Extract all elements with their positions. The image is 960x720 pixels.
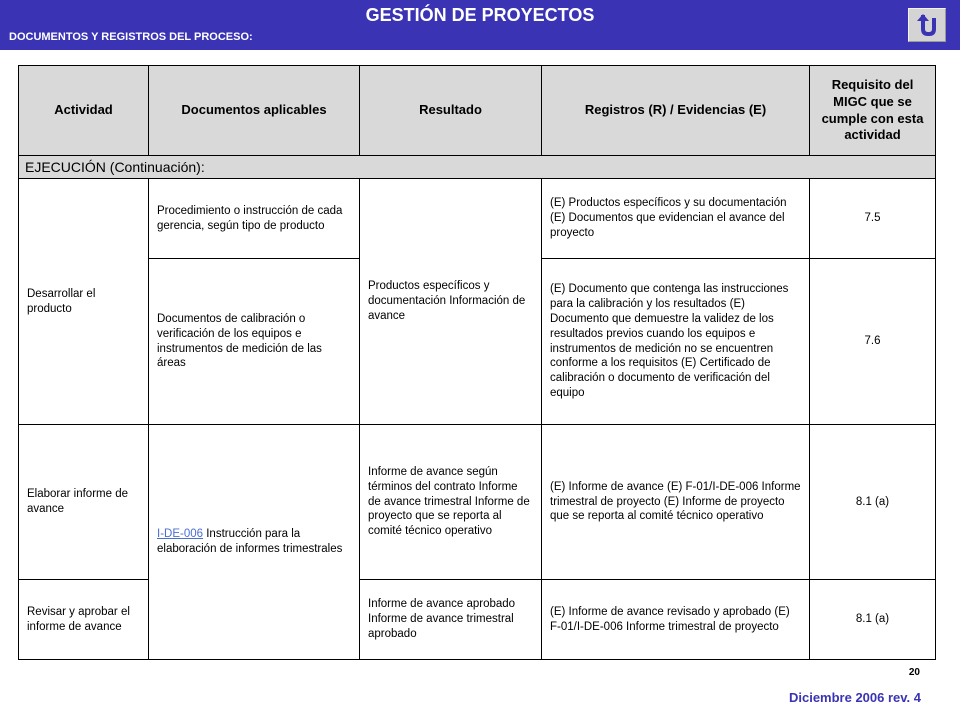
col-header-registros-line2: Evidencias (E) (677, 102, 767, 118)
resultado-trimestral-aprobado: Informe de avance trimestral aprobado (368, 613, 514, 640)
registros-desarrollar-1 (542, 179, 810, 259)
registro-productos: (E) Productos específicos y su documentación (550, 197, 787, 210)
resultado-informe-trimestral: Informe de avance trimestral (368, 480, 518, 508)
doc-procedimiento: Procedimiento o instrucción de cada gerencia, según tipo de producto (149, 179, 360, 259)
page-title: GESTIÓN DE PROYECTOS (365, 5, 595, 25)
registro-certificado: (E) Certificado de calibración o documento de verificación del equipo (550, 357, 771, 400)
page-subtitle: DOCUMENTOS Y REGISTROS DEL PROCESO: (9, 31, 253, 43)
requisito-8-1-a-elaborar: 8.1 (a) (810, 425, 936, 580)
col-header-actividad: Actividad (19, 66, 149, 156)
section-title: EJECUCIÓN (Continuación): (19, 156, 936, 179)
header-bar (0, 0, 960, 50)
doc-instruccion-text: Instrucción para la elaboración de informes trimestrales (157, 528, 343, 555)
resultado-revisar (360, 580, 542, 660)
registros-desarrollar-2 (542, 259, 810, 425)
doc-instruccion-informes (149, 425, 360, 660)
actividad-elaborar: Elaborar informe de avance (19, 425, 149, 580)
return-arrow-icon (914, 12, 940, 38)
resultado-elaborar (360, 425, 542, 580)
registro-informe-comite: (E) Informe de proyecto que se reporta al comité técnico operativo (550, 495, 785, 523)
doc-calibracion: Documentos de calibración o verificación de los equipos e instrumentos de medición de las áreas (149, 259, 360, 425)
registros-revisar (542, 580, 810, 660)
registro-validez: (E) Documento que demuestre la validez de los resultados previos cuando los equipos e instrumentos de medición no se encuentren conforme a los requisitos (550, 297, 774, 370)
resultado-informe-aprobado: Informe de avance aprobado (368, 598, 516, 611)
resultado-desarrollar (360, 179, 542, 425)
registro-f01-trimestral: (E) F-01/I-DE-006 Informe trimestral de proyecto (550, 480, 801, 508)
section-row (19, 156, 936, 179)
table-row (19, 179, 936, 259)
col-header-requisito: Requisito del MIGC que se cumple con esta actividad (810, 66, 936, 156)
table-header-row (19, 66, 936, 156)
registro-informe-avance: (E) Informe de avance (550, 480, 664, 493)
requisito-7-5: 7.5 (810, 179, 936, 259)
resultado-productos: Productos específicos y documentación (368, 280, 490, 308)
resultado-informe-comite: Informe de proyecto que se reporta al comité técnico operativo (368, 495, 530, 538)
registro-f01-trimestral-revisar: (E) F-01/I-DE-006 Informe trimestral de proyecto (550, 605, 790, 633)
registro-documentos-avance: (E) Documentos que evidencian el avance del proyecto (550, 212, 785, 239)
col-header-resultado: Resultado (360, 66, 542, 156)
requisito-8-1-a-revisar: 8.1 (a) (810, 580, 936, 660)
col-header-documentos: Documentos aplicables (149, 66, 360, 156)
actividad-revisar: Revisar y aprobar el informe de avance (19, 580, 149, 660)
registro-informe-revisado: (E) Informe de avance revisado y aprobado (550, 605, 772, 618)
col-header-registros-line1: Registros (R) / (584, 102, 674, 118)
resultado-informe-contrato: Informe de avance según términos del contrato (368, 465, 498, 493)
footer-date: Diciembre 2006 rev. 4 (788, 690, 921, 705)
col-header-registros (542, 66, 810, 156)
requisito-7-6: 7.6 (810, 259, 936, 425)
page-number: 20 (908, 667, 920, 678)
doc-link-i-de-006[interactable]: I-DE-006 (157, 528, 204, 541)
table-row (19, 425, 936, 580)
registro-calibracion: (E) Documento que contenga las instrucciones para la calibración y los resultados (550, 282, 789, 310)
process-documents-table (18, 65, 936, 660)
actividad-desarrollar: Desarrollar el producto (19, 179, 149, 425)
resultado-informacion: Información de avance (368, 295, 526, 322)
registros-elaborar (542, 425, 810, 580)
return-button[interactable] (908, 8, 946, 42)
